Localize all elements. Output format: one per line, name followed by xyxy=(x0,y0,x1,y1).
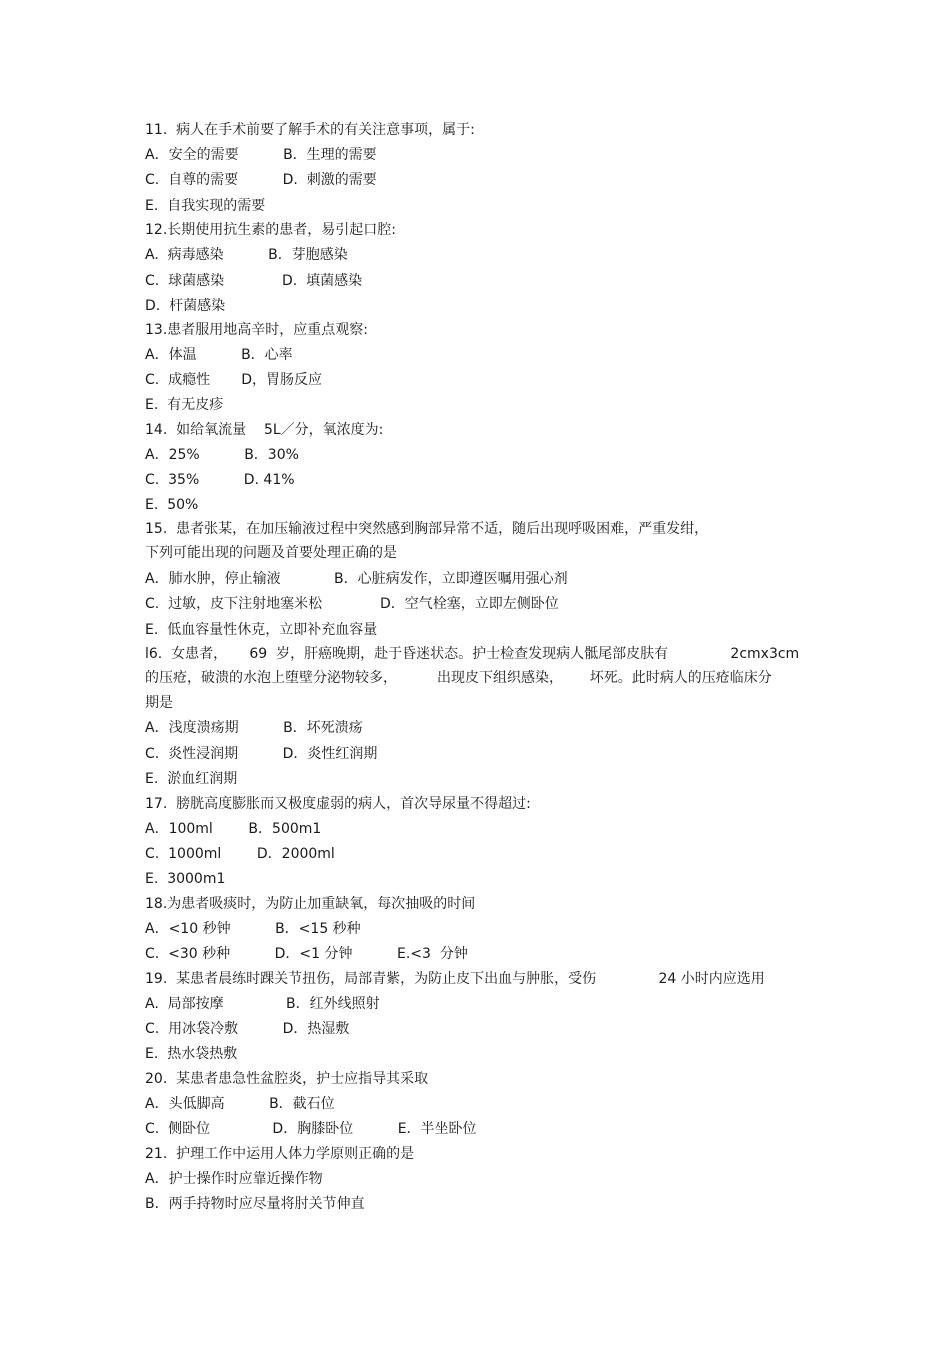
question-14-options-ab: A．25% B．30% xyxy=(145,447,299,463)
question-11: 11. 病人在手术前要了解手术的有关注意事项，属于: xyxy=(145,122,475,138)
question-15-option-e: E. 低血容量性休克，立即补充血容量 xyxy=(145,622,378,638)
question-18-options-ab: A．<10 秒钟 B．<15 秒种 xyxy=(145,921,361,937)
question-21-option-a: A．护士操作时应靠近操作物 xyxy=(145,1171,323,1187)
question-20-options-cde: C. 侧卧位 D．胸膝卧位 E．半坐卧位 xyxy=(145,1121,477,1137)
question-14-options-cd: C. 35% D. 41% xyxy=(145,472,295,488)
question-18: 18.为患者吸痰时，为防止加重缺氧，每次抽吸的时间 xyxy=(145,896,476,912)
question-12-options-ab: A. 病毒感染 B．芽胞感染 xyxy=(145,247,348,263)
question-12-option-d2: D. 杆菌感染 xyxy=(145,298,226,314)
question-20: 20. 某患者患急性盆腔炎，护士应指导其采取 xyxy=(145,1071,429,1087)
question-16-options-cd: C. 炎性浸润期 D．炎性红润期 xyxy=(145,746,378,762)
question-13: 13.患者服用地高辛时，应重点观察: xyxy=(145,322,368,338)
question-13-options-cd: C. 成瘾性 D，胃肠反应 xyxy=(145,372,323,388)
question-15-line-1: 15. 患者张某，在加压输液过程中突然感到胸部异常不适，随后出现呼吸困难，严重发绀， xyxy=(145,521,709,537)
question-16-line-1: l6. 女患者， 69 岁，肝癌晚期，赴于昏迷状态。护士检查发现病人骶尾部皮肤有 2cmx3cm xyxy=(145,646,800,662)
question-16-options-ab: A．浅度溃疡期 B．坏死溃疡 xyxy=(145,720,363,736)
question-14-option-e: E. 50% xyxy=(145,497,199,513)
question-11-options-cd: C. 自尊的需要 D. 刺激的需要 xyxy=(145,172,377,188)
question-16-option-e: E. 淤血红润期 xyxy=(145,771,238,787)
question-17-option-e: E. 3000m1 xyxy=(145,871,226,887)
question-15-line-2: 下列可能出现的问题及首要处理正确的是 xyxy=(145,545,397,561)
question-19: 19. 某患者晨练时踝关节扭伤，局部青紫，为防止皮下出血与肿胀，受伤 24 小时内应选用 xyxy=(145,971,765,987)
question-11-option-e: E. 自我实现的需要 xyxy=(145,198,266,214)
question-21-option-b: B．两手持物时应尽量将肘关节伸直 xyxy=(145,1196,365,1212)
question-19-options-cd: C. 用冰袋冷敷 D．热湿敷 xyxy=(145,1021,350,1037)
question-17: 17. 膀胱高度膨胀而又极度虚弱的病人，首次导尿量不得超过: xyxy=(145,796,531,812)
question-17-options-ab: A．100ml B．500m1 xyxy=(145,821,322,837)
question-21: 21. 护理工作中运用人体力学原则正确的是 xyxy=(145,1146,415,1162)
question-12-options-cd: C. 球菌感染 D. 填菌感染 xyxy=(145,273,363,289)
question-15-options-cd: C. 过敏，皮下注射地塞米松 D．空气栓塞，立即左侧卧位 xyxy=(145,596,559,612)
question-19-option-e: E. 热水袋热敷 xyxy=(145,1046,238,1062)
question-11-options-ab: A．安全的需要 B．生理的需要 xyxy=(145,147,377,163)
question-14: 14. 如给氧流量 5L／分，氧浓度为: xyxy=(145,422,384,438)
question-13-options-ab: A．体温 B．心率 xyxy=(145,347,293,363)
question-13-option-e: E. 有无皮疹 xyxy=(145,397,224,413)
question-16-line-2: 的压疮，破溃的水泡上堕壁分泌物较多， 出现皮下组织感染， 坏死。此时病人的压疮临床分 xyxy=(145,670,772,686)
question-16-line-3: 期是 xyxy=(145,695,173,711)
question-17-options-cd: C. 1000ml D．2000ml xyxy=(145,846,335,862)
question-20-options-ab: A．头低脚高 B．截石位 xyxy=(145,1096,335,1112)
question-15-options-ab: A．肺水肿，停止输液 B．心脏病发作，立即遵医嘱用强心剂 xyxy=(145,571,568,587)
question-19-options-ab: A. 局部按摩 B．红外线照射 xyxy=(145,996,380,1012)
question-18-options-cde: C. <30 秒种 D．<1 分钟 E.<3 分钟 xyxy=(145,946,468,962)
question-12: 12.长期使用抗生素的患者，易引起口腔: xyxy=(145,222,396,238)
